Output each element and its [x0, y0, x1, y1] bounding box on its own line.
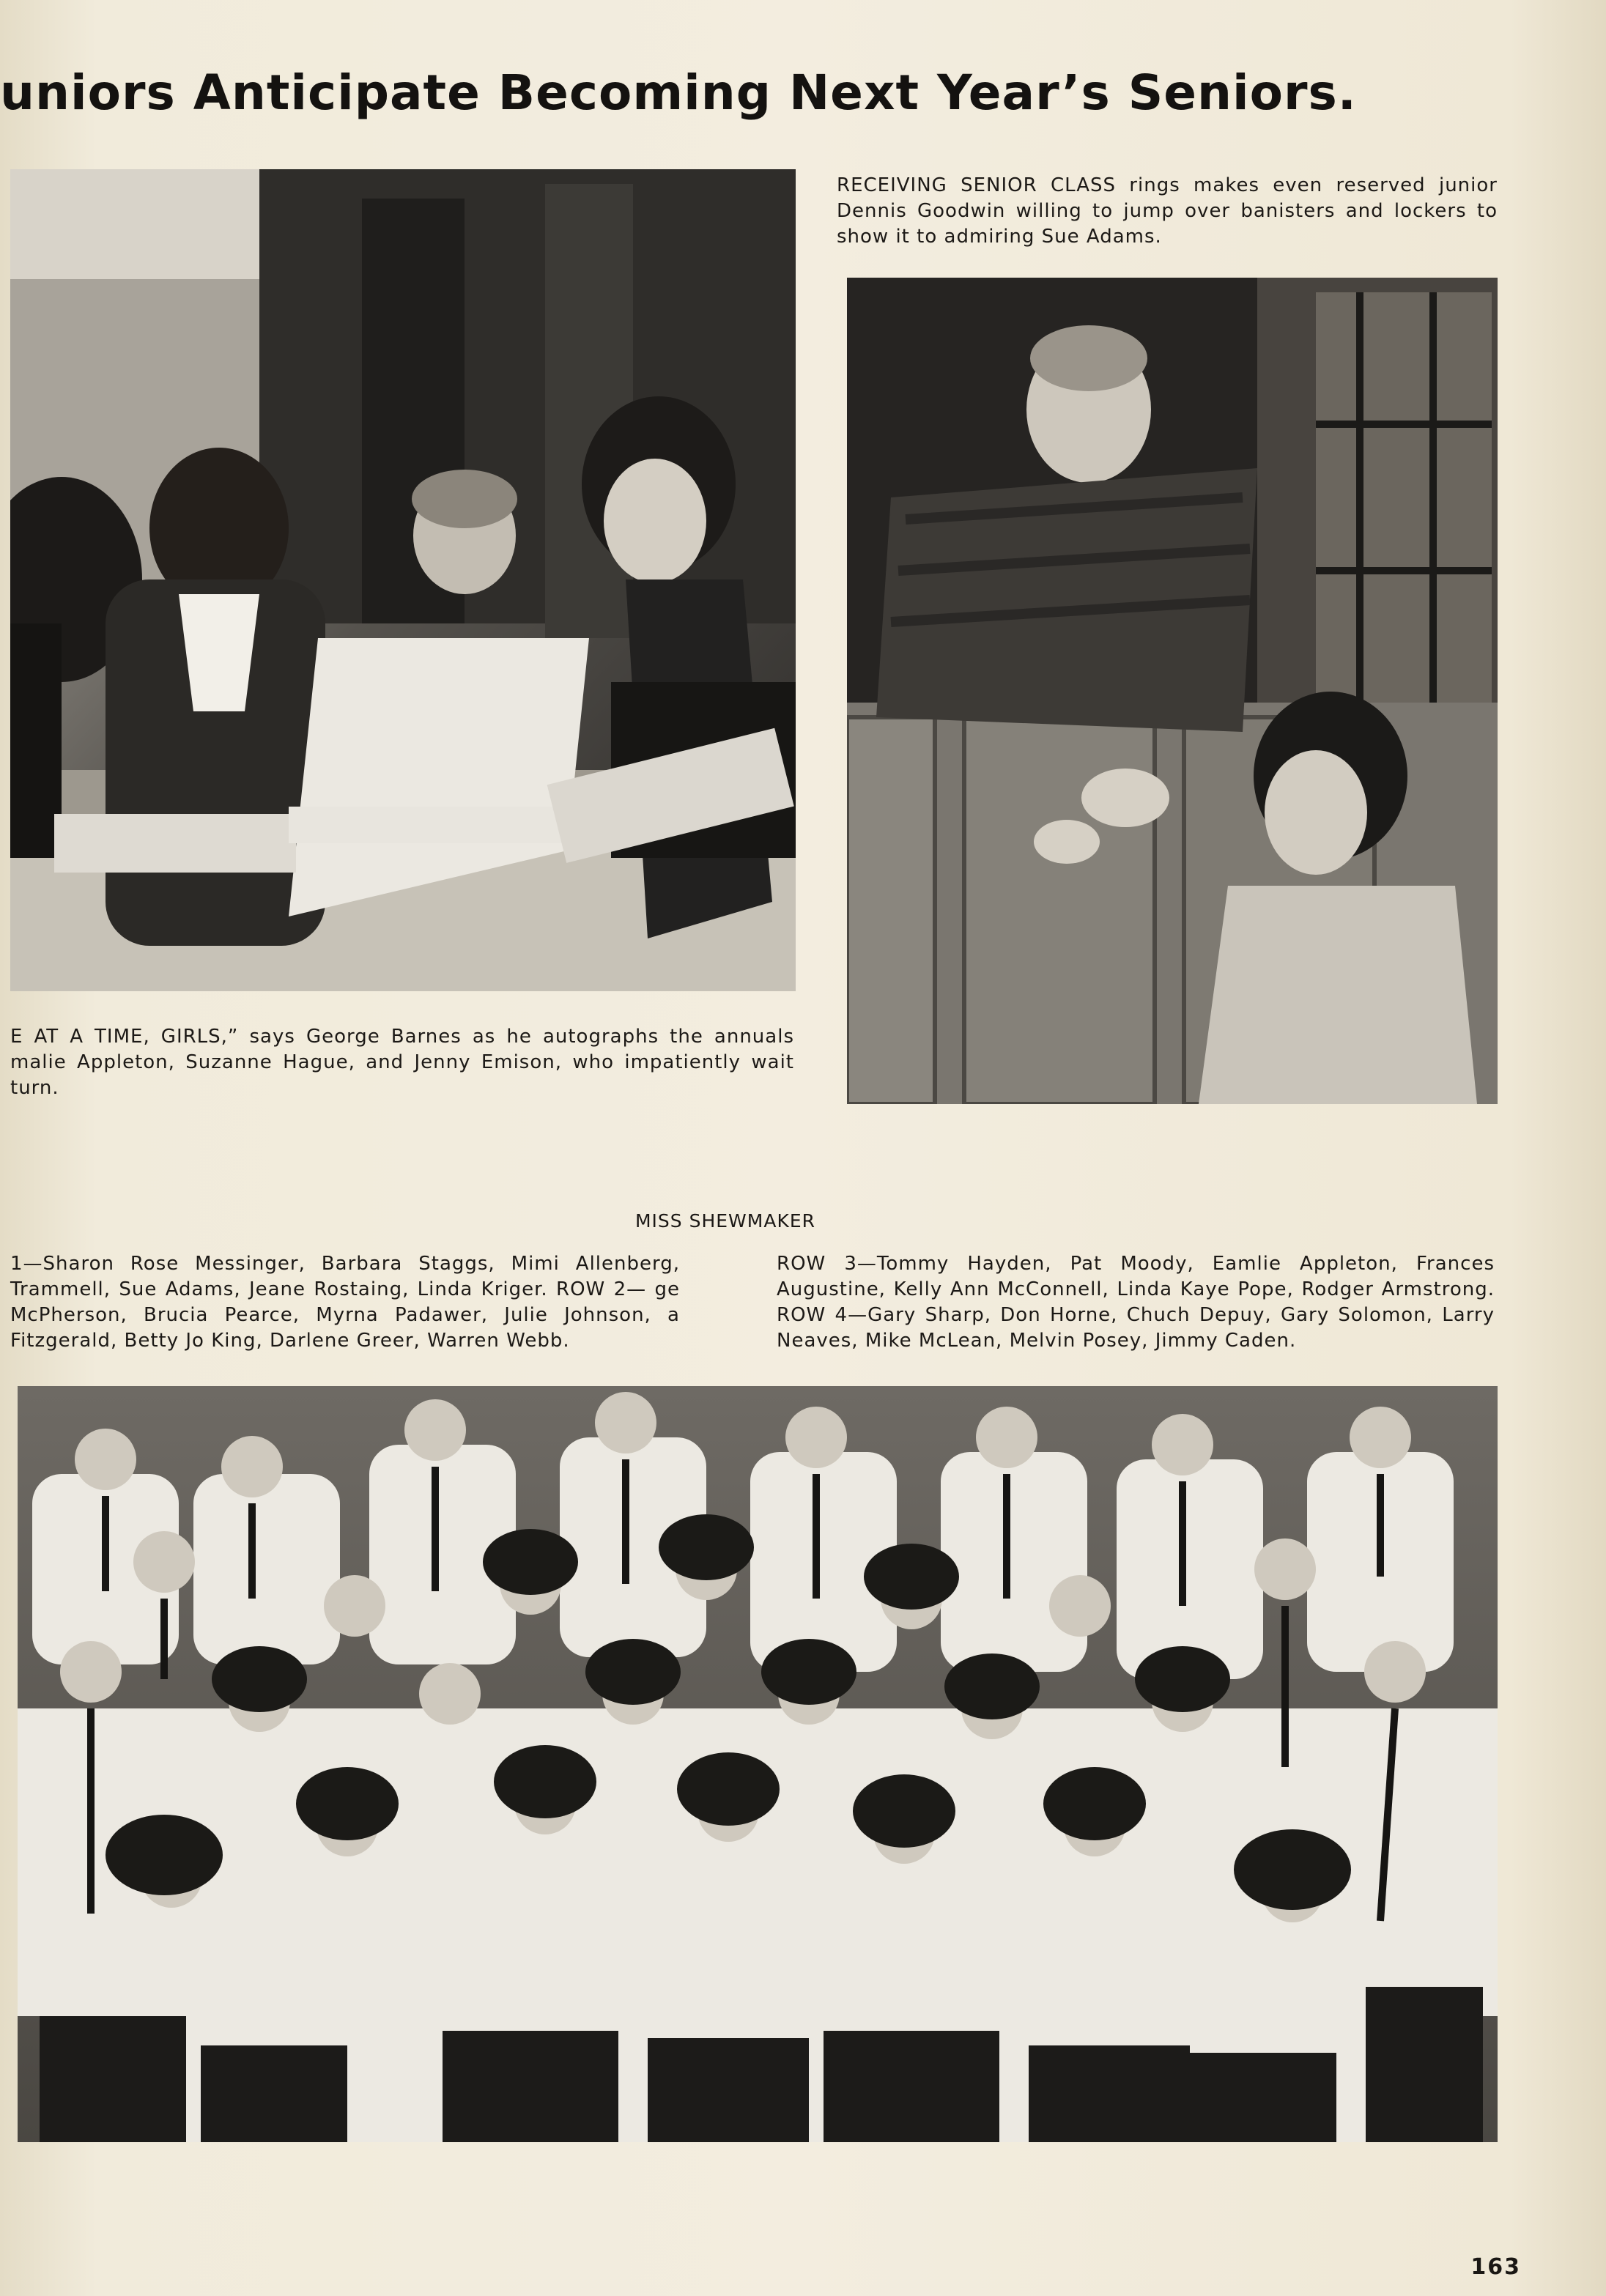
ring-photo [847, 278, 1498, 1104]
group-photo [18, 1386, 1498, 2142]
ring-photo-caption: RECEIVING SENIOR CLASS rings makes even reserved junior Dennis Goodwin willing to jump over banisters and lockers to show it to admiring Sue Adams. [837, 174, 1498, 248]
page-number: 163 [1470, 2254, 1521, 2280]
autograph-photo [10, 169, 796, 991]
page-title: uniors Anticipate Becoming Next Year’s Seniors. [0, 64, 1357, 121]
autograph-photo-caption: E AT A TIME, GIRLS,” says George Barnes as he autographs the annuals malie Appleton, Suzanne Hague, and Jenny Emison, who impatiently wait turn. [10, 1026, 794, 1099]
roster-right-column: ROW 3—Tommy Hayden, Pat Moody, Eamlie Appleton, Frances Augustine, Kelly Ann McConnell, Linda Kaye Pope, Rodger Armstrong. ROW 4—Gary Sharp, Don Horne, Chuch Depuy, Gary Solomon, Larry Neaves, Mike McLean, Melvin Posey, Jimmy Caden. [777, 1253, 1495, 1352]
homeroom-teacher-label: MISS SHEWMAKER [634, 1210, 816, 1232]
roster-left-column: 1—Sharon Rose Messinger, Barbara Staggs, Mimi Allenberg, Trammell, Sue Adams, Jeane Rostaing, Linda Kriger. ROW 2— ge McPherson, Brucia Pearce, Myrna Padawer, Julie Johnson, a Fitzgerald, Betty Jo King, Darlene Greer, Warren Webb. [10, 1253, 680, 1352]
